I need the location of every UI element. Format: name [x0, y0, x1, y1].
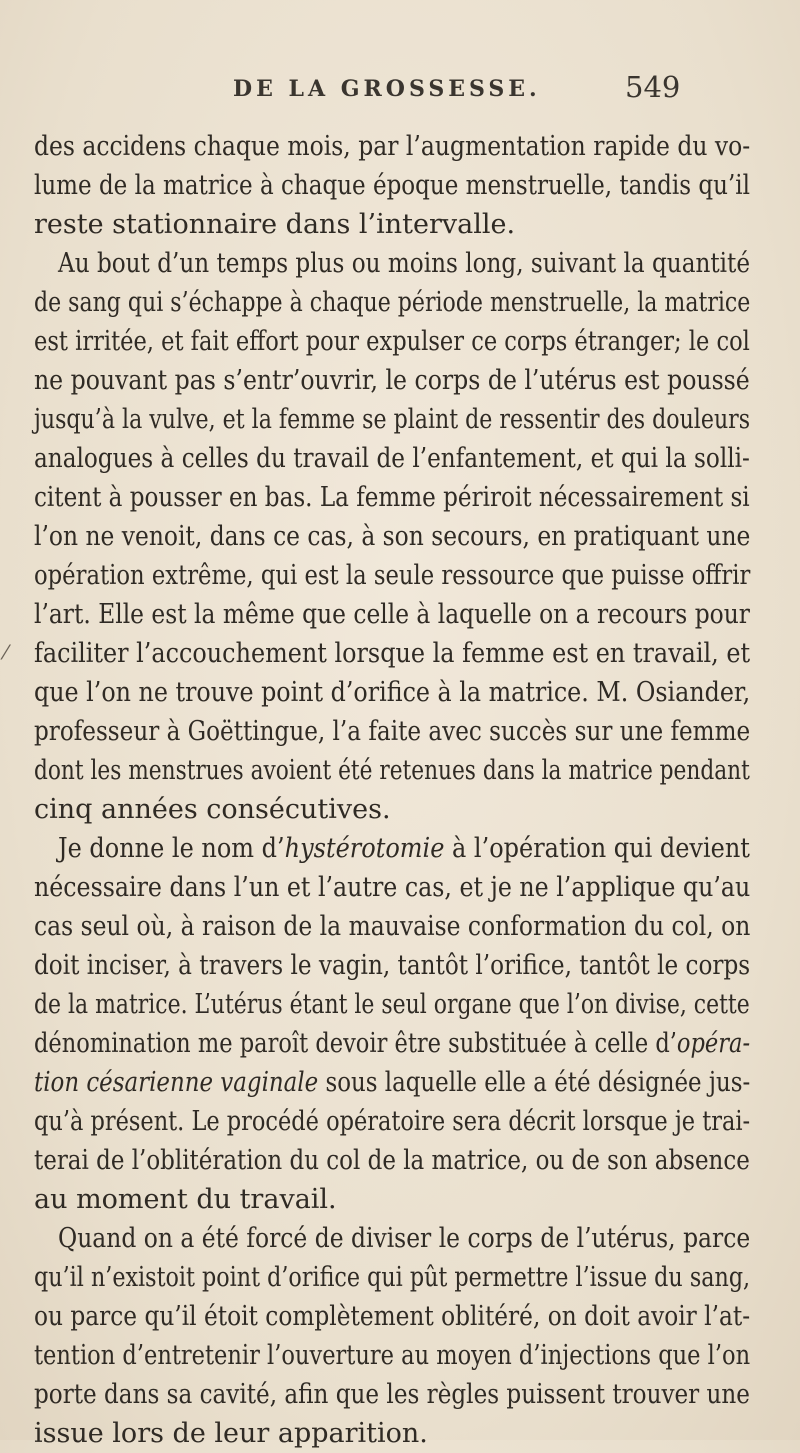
text-line: citent à pousser en bas. La femme périroit nécessairement si — [34, 482, 750, 513]
text-line: professeur à Goëttingue, l’a faite avec succès sur une femme — [34, 716, 751, 747]
text-line: porte dans sa cavité, afin que les règles puissent trouver une — [34, 1379, 750, 1410]
text-line: des accidens chaque mois, par l’augmentation rapide du vo- — [34, 131, 751, 162]
text-line: nécessaire dans l’un et l’autre cas, et je ne l’applique qu’au — [34, 872, 751, 903]
text-line: tion césarienne vaginale sous laquelle elle a été désignée jus- — [34, 1067, 751, 1098]
text-line: Je donne le nom d’hystérotomie à l’opération qui devient — [58, 833, 750, 864]
margin-tick-mark: ⁄ — [4, 640, 8, 664]
text-line: est irritée, et fait effort pour expulser ce corps étranger; le col — [34, 326, 750, 357]
text-line: au moment du travail. — [34, 1184, 337, 1215]
text-line: de sang qui s’échappe à chaque période menstruelle, la matrice — [34, 287, 751, 318]
text-line: ne pouvant pas s’entr’ouvrir, le corps de l’utérus est poussé — [34, 365, 750, 396]
text-line: cas seul où, à raison de la mauvaise conformation du col, on — [34, 911, 751, 942]
text-line: tention d’entretenir l’ouverture au moyen d’injections que l’on — [34, 1340, 751, 1371]
text-line: cinq années consécutives. — [34, 794, 391, 825]
text-line: dont les menstrues avoient été retenues dans la matrice pendant — [34, 755, 750, 786]
text-line: terai de l’oblitération du col de la matrice, ou de son absence — [34, 1145, 750, 1176]
text-line: ou parce qu’il étoit complètement oblitéré, on doit avoir l’at- — [34, 1301, 751, 1332]
text-line: l’art. Elle est la même que celle à laquelle on a recours pour — [34, 599, 750, 630]
text-line: qu’il n’existoit point d’orifice qui pût permettre l’issue du sang, — [34, 1262, 751, 1293]
text-line: analogues à celles du travail de l’enfantement, et qui la solli- — [34, 443, 750, 474]
text-line: jusqu’à la vulve, et la femme se plaint de ressentir des douleurs — [34, 404, 751, 435]
text-line: doit inciser, à travers le vagin, tantôt l’orifice, tantôt le corps — [34, 950, 751, 981]
text-line: dénomination me paroît devoir être substituée à celle d’opéra- — [34, 1028, 751, 1059]
text-line: l’on ne venoit, dans ce cas, à son secours, en pratiquant une — [34, 521, 751, 552]
text-line: issue lors de leur apparition. — [34, 1418, 428, 1449]
text-line: que l’on ne trouve point d’orifice à la matrice. M. Osiander, — [34, 677, 751, 708]
text-line: de la matrice. L’utérus étant le seul organe que l’on divise, cette — [34, 989, 750, 1020]
running-title: DE LA GROSSESSE. — [233, 76, 541, 102]
text-line: reste stationnaire dans l’intervalle. — [34, 209, 516, 240]
running-head — [0, 70, 800, 110]
text-line: qu’à présent. Le procédé opératoire sera décrit lorsque je trai- — [34, 1106, 751, 1137]
text-line: opération extrême, qui est la seule ressource que puisse offrir — [34, 560, 751, 591]
text-line: Au bout d’un temps plus ou moins long, suivant la quantité — [58, 248, 751, 279]
text-line: faciliter l’accouchement lorsque la femme est en travail, et — [34, 638, 751, 669]
text-line: lume de la matrice à chaque époque menstruelle, tandis qu’il — [34, 170, 751, 201]
text-line: Quand on a été forcé de diviser le corps de l’utérus, parce — [58, 1223, 751, 1254]
page-number: 549 — [625, 70, 681, 104]
